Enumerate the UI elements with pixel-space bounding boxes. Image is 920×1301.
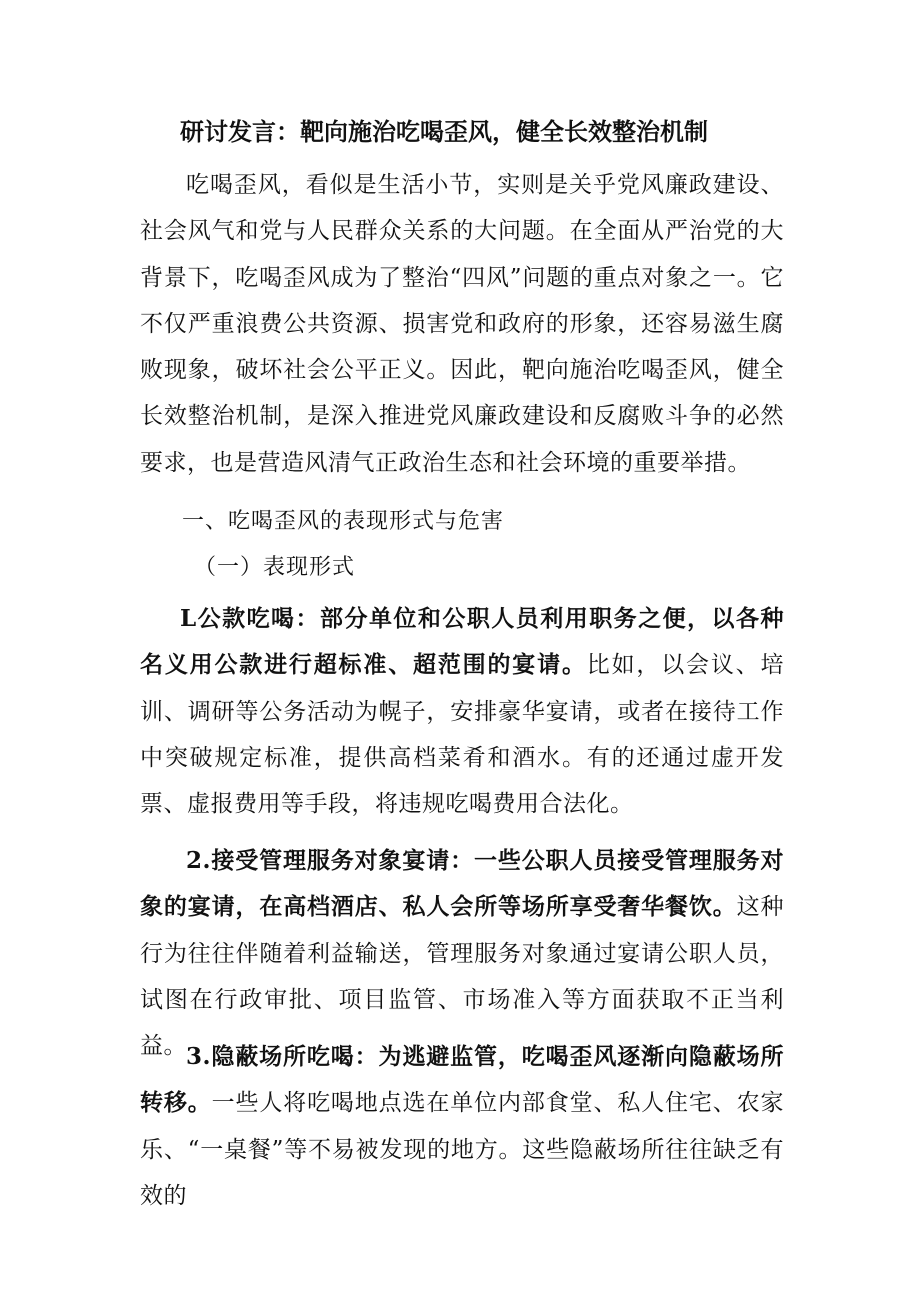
item-lead: 2.接受管理服务对象宴请：一些公职人员接受管理服务对象的宴请，在高档酒店、私人会所等场所享受奢华餐饮。 bbox=[140, 847, 784, 921]
section-heading: 一、吃喝歪风的表现形式与危害 bbox=[182, 509, 505, 534]
list-item bbox=[140, 1034, 784, 1219]
document-title: 研讨发言：靶向施治吃喝歪风，健全长效整治机制 bbox=[180, 117, 708, 146]
subsection-heading: （一）表现形式 bbox=[194, 555, 356, 580]
item-body: 比如，以会议、培训、调研等公务活动为幌子，安排豪华宴请，或者在接待工作中突破规定标准，提供高档菜肴和酒水。有的还通过虚开发票、虚报费用等手段，将违规吃喝费用合法化。 bbox=[140, 652, 785, 818]
item-body: 这种行为往往伴随着利益输送，管理服务对象通过宴请公职人员，试图在行政审批、项目监管、市场准入等方面获取不正当利益。 bbox=[140, 894, 785, 1060]
item-body: 一些人将吃喝地点选在单位内部食堂、私人住宅、农家乐、“一桌餐”等不易被发现的地方。这些隐蔽场所往往缺乏有效的 bbox=[140, 1090, 785, 1209]
list-item bbox=[140, 596, 784, 827]
intro-paragraph: 吃喝歪风，看似是生活小节，实则是关乎党风廉政建设、社会风气和党与人民群众关系的大问题。在全面从严治党的大背景下，吃喝歪风成为了整治“四风”问题的重点对象之一。它不仅严重浪费公共资源、损害党和政府的形象，还容易滋生腐败现象，破坏社会公平正义。因此，靶向施治吃喝歪风，健全长效整治机制，是深入推进党风廉政建设和反腐败斗争的必然要求，也是营造风清气正政治生态和社会环境的重要举措。 bbox=[140, 172, 784, 476]
item-lead: 3.隐蔽场所吃喝：为逃避监管，吃喝歪风逐渐向隐蔽场所转移。 bbox=[140, 1043, 784, 1117]
item-lead: L公款吃喝：部分单位和公职人员利用职务之便，以各种名义用公款进行超标准、超范围的宴请。 bbox=[140, 605, 784, 679]
